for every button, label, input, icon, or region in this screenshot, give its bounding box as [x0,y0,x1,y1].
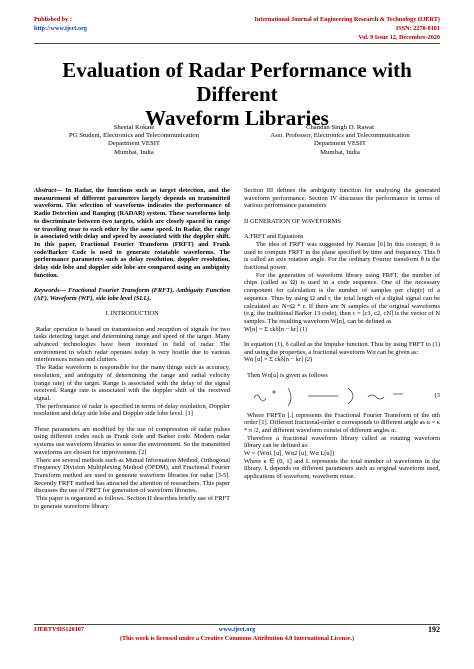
author-dept: Department VESIT [313,140,367,148]
footer-paper-id: IJERTV9IS120107 [34,626,84,633]
header-journal: International Journal of Engineering Research & Technology (IJERT) [254,16,440,23]
title-line-1: Evaluation of Radar Performance with Different [62,58,412,106]
footer-page-number: 192 [428,625,440,634]
intro-paragraph: These parameters are modified by the use of compression of radar pulses using different codes such as Frank code and Barker code. Modern radar systems use waveform libraries to sense the environment. So the transmitted waveforms are chosen for improvement. [2] [34,425,230,456]
frft-paragraph: The idea of FRFT was suggested by Namias [6].In this concept, θ is used to compute FRFT in the plane specified by time and frequency. This θ is called an axis rotation angle. For the ordinary Fourier transform θ is the fractional power. [244,240,440,271]
footer-rule [34,624,440,625]
section-ii-heading: II GENERATION OF WAVEFORMS [244,217,341,225]
abstract-text: In Radar, the functions such as target detection, and the measurement of different parameters largely depends on transmitted waveform. The selection of waveforms indicates the performance of Radio Detection and Ranging (RADAR) system. These waveforms help to discriminate between two targets, which are closely spaced in range or traveling near to each other by the same speed. In Radar, the range is associated with delay and speed by associated with the doppler shift. In this paper, Fractional Fourier Transform (FRFT) and Frank code/Barker Code is used to generate rotatable waveforms. The performance parameters such as delay resolution, doppler resolution, delay side lobe and doppler side lobe are compared using an ambiguity function. [34,187,230,279]
subsection-a-heading: A.FRFT and Equations [244,233,304,241]
then-paragraph: Then Wα[u] is given as follows [247,371,328,379]
equation-2: Wα [u] = Σ ckδ[n − kr] (2) [244,356,313,364]
equation-3 [244,382,440,412]
author-city: Mumbai, India [114,148,154,156]
author-block-1 [34,124,234,157]
equation-1: W[n] = Σ ckδ[n − kr] (1) [244,325,308,333]
author-name: Sheetal Kokate [113,124,155,131]
equation-3-image [248,382,428,410]
paper-title [20,58,454,130]
intro-paragraph: Radar operation is based on transmission and reception of signals for two tasks detecting target and determining range and speed of the target. Many advanced technologies have been invented in field of radar. The environment in which radar operates today is very hostile due to various interferences noises and clutters. [34,325,230,364]
title-line-2: Waveform Libraries [145,106,329,130]
header-volume: Vol. 9 Issue 12, December-2020 [358,34,440,41]
author-role: Assi. Professor, Electronics and Telecommunication [270,132,410,140]
author-name: Chandan Singh D. Rawat [306,124,374,131]
footer-license: (This work is licensed under a Creative Commons Attribution 4.0 International License.) [119,635,355,642]
impulse-paragraph: In equation (1), δ called as the Impulse function. Thus by using FRFT to (1) and using the properties, a fractional waveform Wα can be given as: [244,341,440,356]
abstract-label: Abstract— [34,187,63,194]
library-params-paragraph: Where κ ∈ (0, 1] and L represents the total number of waveforms in the library. L depends on different parameters such as original waveform used, applications of waveform, waveform reuse. [244,457,440,481]
rotating-library-paragraph: Therefore a fractional waveform library called as rotating waveform library can be defined as: [244,434,440,450]
library-paragraph: For the generation of waveform library using FRFT, the number of chips (called as Ω) is used in a code sequence. One of the necessary component for calculation is the number of samples per chip(r) of a sequence. Thus by using Ω and r, the total length of a digital signal can be calculated as: N=Ω * r. If there are N samples of the original waveforms (e.g. the traditional Barker 13 code), then c = [c1, c2, cN] is the vector of N samples. The resulting waveform W[n], can be defined as [244,271,440,325]
header-site-link[interactable]: http://www.ijert.org [34,25,87,32]
abstract [34,187,230,279]
intro-paragraph: This paper is organized as follows. Section II describes briefly use of FRFT to generate waveform library. [34,495,230,510]
intro-paragraph: There are several methods such as Mutual Information Method, Orthogonal Frequency Division Multiplexing Method (OFDM), and Fractional Fourier Transform method are used to generate waveform libraries for radar [3-5]. Recently FRFT method has attracted the attention of researchers. This paper discusses the use of FRFT for generation of waveform libraries. [34,456,230,495]
left-column [34,187,230,510]
header-published-by: Published by : [34,16,72,23]
equation-3-number: (3 [434,391,440,399]
section-overview: Section III defines the ambiguity function for analysing the generated waveform performance. Section IV discusses the performance in terms of various performance parameters [244,187,440,210]
keywords [34,287,230,302]
header-rule [34,43,440,44]
frft-definition-paragraph: Where FRFTα [.] represents the Fractional Fourier Transform of the αth order [1]. Different fractional-order α corresponds to different angle as α = κ * π /2, and different waveform consist of different angles α. [244,411,440,434]
author-block-2 [240,124,440,157]
author-role: PG Student, Electronics and Telecommunication [69,132,199,140]
header-issn: ISSN: 2278-0181 [395,25,440,32]
intro-heading: I. INTRODUCTION [105,310,159,318]
equation-4: W = {Wα1 [u], Wα2 [u], Wα L[u]} [244,450,335,458]
intro-paragraph: The Radar waveform is responsible for the many things such as accuracy, resolution, and ambiguity of determining the range and radial velocity (range rate) of the target. Range is associated with the delay of the signal received. Range rate is associated with the doppler shift of the received signal. [34,364,230,402]
intro-paragraph: The performance of radar is specified in terms of delay resolution, Doppler resolution and delay side lobe and Doppler side lobe level. [1] [34,402,230,418]
author-dept: Department VESIT [107,140,161,148]
keywords-text: Fractional Fourier Transform (FRFT), Ambiguity Function (AF), Waveform (WF), side lobe level (SLL). [34,287,231,302]
author-city: Mumbai, India [320,148,360,156]
keywords-label: Keywords— [34,287,66,295]
footer-site-link[interactable]: www.ijert.org [218,626,256,633]
right-column [244,187,440,481]
